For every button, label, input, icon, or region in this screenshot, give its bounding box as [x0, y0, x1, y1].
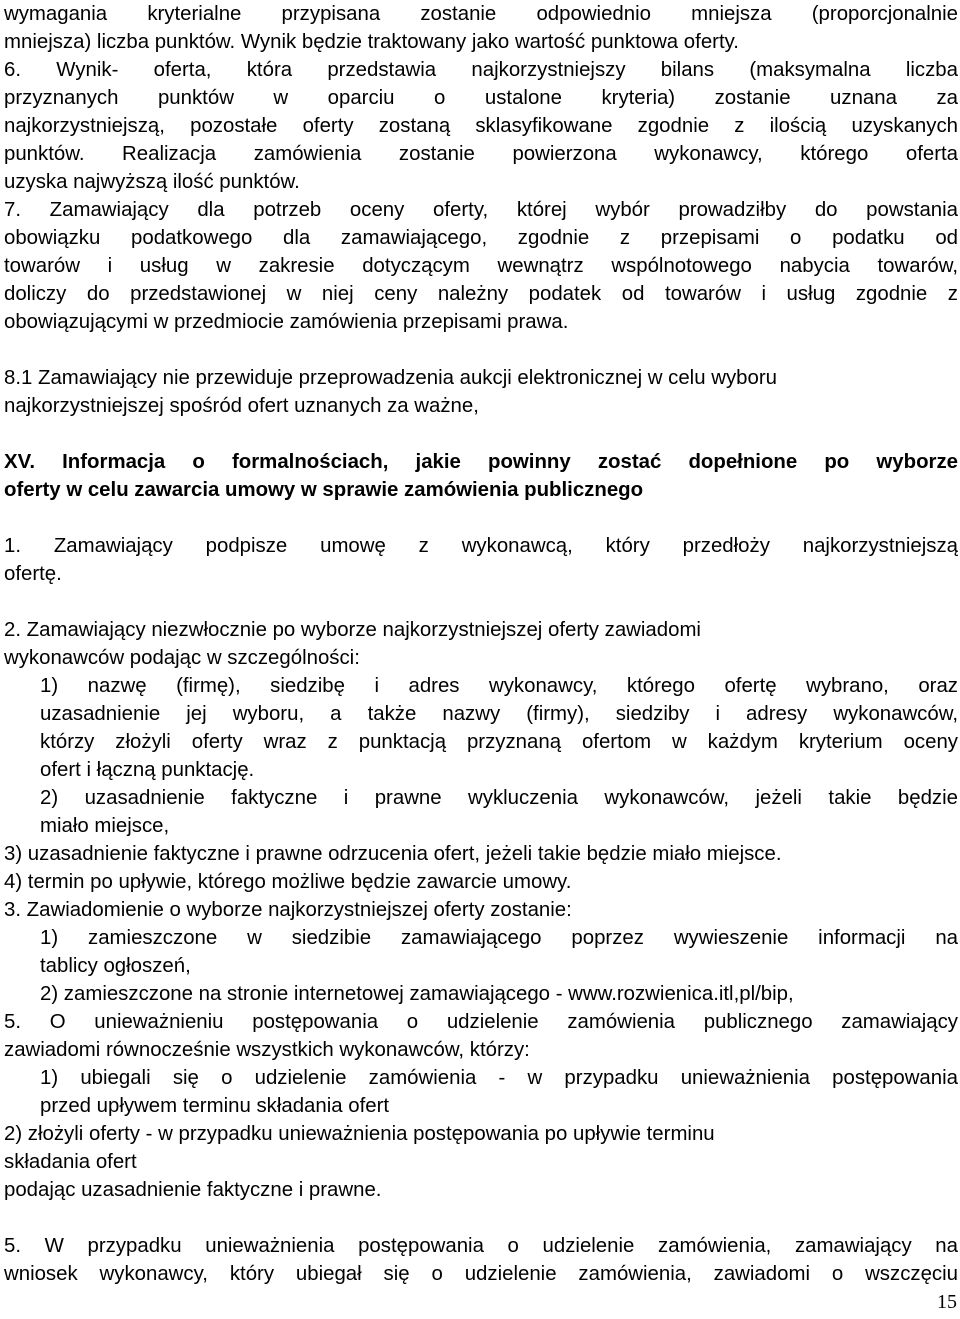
spacer — [4, 1204, 958, 1232]
point-6-line: przyznanych punktów w oparciu o ustalone kryteria) zostanie uznana za — [4, 87, 958, 109]
item-2-2-line: miało miejsce, — [40, 815, 170, 837]
point-7-line: obowiązującymi w przedmiocie zamówienia przepisami prawa. — [4, 311, 569, 333]
item-5-1-line: 1) ubiegali się o udzielenie zamówienia - w przypadku unieważnienia postępowania — [40, 1067, 958, 1089]
point-7-line: obowiązku podatkowego dla zamawiającego, zgodnie z przepisami o podatku od — [4, 227, 958, 249]
item-5b-line: 5. W przypadku unieważnienia postępowania o udzielenie zamówienia, zamawiający na — [4, 1235, 958, 1257]
point-6-line: najkorzystniejszą, pozostałe oferty zostaną sklasyfikowane zgodnie z ilością uzyskanych — [4, 115, 958, 137]
item-3-2-line: 2) zamieszczone na stronie internetowej zamawiającego - www.rozwienica.itl,pl/bip, — [40, 983, 794, 1005]
item-2-2-line: 2) uzasadnienie faktyczne i prawne wykluczenia wykonawców, jeżeli takie będzie — [40, 787, 958, 809]
item-5b-line: wniosek wykonawcy, który ubiegał się o udzielenie zamówienia, zawiadomi o wszczęciu — [4, 1263, 958, 1285]
spacer — [4, 504, 958, 532]
point-7-line: towarów i usług w zakresie dotyczącym wewnątrz wspólnotowego nabycia towarów, — [4, 255, 958, 277]
item-2-4-line: 4) termin po upływie, którego możliwe będzie zawarcie umowy. — [4, 871, 572, 893]
item-2-line: 2. Zamawiający niezwłocznie po wyborze najkorzystniejszej oferty zawiadomi — [4, 619, 701, 641]
item-5-line: podając uzasadnienie faktyczne i prawne. — [4, 1179, 382, 1201]
item-2-1-line: ofert i łączną punktację. — [40, 759, 255, 781]
item-1-line: ofertę. — [4, 563, 62, 585]
point-7-line: 7. Zamawiający dla potrzeb oceny oferty, której wybór prowadziłby do powstania — [4, 199, 958, 221]
item-2-3-line: 3) uzasadnienie faktyczne i prawne odrzucenia ofert, jeżeli takie będzie miało miejsce. — [4, 843, 782, 865]
spacer — [4, 420, 958, 448]
item-5-2-line: 2) złożyli oferty - w przypadku unieważnienia postępowania po upływie terminu — [4, 1123, 715, 1145]
item-2-line: wykonawców podając w szczególności: — [4, 647, 360, 669]
item-5-1-line: przed upływem terminu składania ofert — [40, 1095, 390, 1117]
item-3-line: 3. Zawiadomienie o wyborze najkorzystniejszej oferty zostanie: — [4, 899, 572, 921]
point-8-1-line: 8.1 Zamawiający nie przewiduje przeprowadzenia aukcji elektronicznej w celu wyboru — [4, 367, 777, 389]
intro-line: mniejsza) liczba punktów. Wynik będzie traktowany jako wartość punktowa oferty. — [4, 31, 739, 53]
spacer — [4, 336, 958, 364]
point-6-line: punktów. Realizacja zamówienia zostanie powierzona wykonawcy, którego oferta — [4, 143, 958, 165]
point-6-line: uzyska najwyższą ilość punktów. — [4, 171, 300, 193]
spacer — [4, 588, 958, 616]
point-6-line: 6. Wynik- oferta, która przedstawia najkorzystniejszy bilans (maksymalna liczba — [4, 59, 958, 81]
point-7-line: doliczy do przedstawionej w niej ceny należny podatek od towarów i usług zgodnie z — [4, 283, 958, 305]
document-page — [4, 0, 958, 1288]
item-2-1-line: uzasadnienie jej wyboru, a także nazwy (firmy), siedziby i adresy wykonawców, — [40, 703, 958, 725]
point-8-1-line: najkorzystniejszej spośród ofert uznanych za ważne, — [4, 395, 479, 417]
item-2-1-line: 1) nazwę (firmę), siedzibę i adres wykonawcy, którego ofertę wybrano, oraz — [40, 675, 958, 697]
intro-line: wymagania kryterialne przypisana zostanie odpowiednio mniejsza (proporcjonalnie — [4, 3, 958, 25]
item-5-line: zawiadomi równocześnie wszystkich wykonawców, którzy: — [4, 1039, 530, 1061]
section-xv-heading: XV. Informacja o formalnościach, jakie powinny zostać dopełnione po wyborze — [4, 451, 958, 473]
item-5-line: 5. O unieważnieniu postępowania o udzielenie zamówienia publicznego zamawiający — [4, 1011, 958, 1033]
item-1-line: 1. Zamawiający podpisze umowę z wykonawcą, który przedłoży najkorzystniejszą — [4, 535, 958, 557]
item-3-1-line: tablicy ogłoszeń, — [40, 955, 191, 977]
section-xv-heading: oferty w celu zawarcia umowy w sprawie zamówienia publicznego — [4, 479, 644, 501]
item-5-2-line: składania ofert — [4, 1151, 137, 1173]
page-number: 15 — [937, 1291, 957, 1313]
item-2-1-line: którzy złożyli oferty wraz z punktacją przyznaną ofertom w każdym kryterium oceny — [40, 731, 958, 753]
item-3-1-line: 1) zamieszczone w siedzibie zamawiającego poprzez wywieszenie informacji na — [40, 927, 958, 949]
